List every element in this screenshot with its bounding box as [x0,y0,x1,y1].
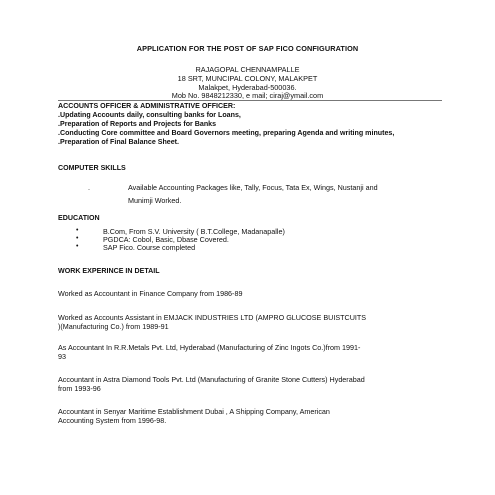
education-item: PGDCA: Cobol, Basic, Dbase Covered. [103,235,229,244]
objective-line: .Preparation of Reports and Projects for Banks [58,120,217,128]
experience-line: Worked as Accounts Assistant in EMJACK INDUSTRIES LTD (AMPRO GLUCOSE BUISTCUITS [58,313,367,322]
experience-line: Accountant in Astra Diamond Tools Pvt. Ltd (Manufacturing of Granite Stone Cutters) Hyderabad [58,375,365,384]
applicant-name: RAJAGOPAL CHENNAMPALLE [195,65,300,74]
education-heading: EDUCATION [58,214,100,222]
objective-line: .Preparation of Final Balance Sheet. [58,138,180,146]
experience-line: Accountant in Senyar Maritime Establishment Dubai , A Shipping Company, American [58,407,330,416]
bullet-icon: • [76,243,79,250]
objective-line: .Conducting Core committee and Board Governors meeting, preparing Agenda and writing minutes, [58,129,395,137]
education-item: SAP Fico. Course completed [103,243,196,252]
experience-line: )(Manufacturing Co.) from 1989-91 [58,322,169,331]
bullet-icon: • [76,235,79,242]
header-divider [58,100,442,101]
education-item: B.Com, From S.V. University ( B.T.College, Madanapalle) [103,227,285,236]
experience-line: As Accountant In R.R.Metals Pvt. Ltd, Hyderabad (Manufacturing of Zinc Ingots Co.)from 1991- [58,343,361,352]
bullet-icon: • [76,227,79,234]
skills-line-2: Munimji Worked. [128,196,182,205]
skills-line-1: Available Accounting Packages like, Tally, Focus, Tata Ex, Wings, Nustanji and [128,183,378,192]
experience-line: Accounting System from 1996-98. [58,416,167,425]
objective-heading: ACCOUNTS OFFICER & ADMINISTRATIVE OFFICER: [58,102,236,110]
address-line-1: 18 SRT, MUNCIPAL COLONY, MALAKPET [177,74,318,83]
computer-skills-heading: COMPUTER SKILLS [58,164,126,172]
experience-heading: WORK EXPERINCE IN DETAIL [58,267,160,275]
experience-line: 93 [58,352,66,361]
address-line-2: Malakpet, Hyderabad-500036. [198,83,297,92]
contact-line: Mob No. 9848212330, e mail; ciraj@ymail.com [171,91,324,100]
experience-line: from 1993-96 [58,384,101,393]
experience-line: Worked as Accountant in Finance Company from 1986-89 [58,289,243,298]
objective-line: .Updating Accounts daily, consulting banks for Loans, [58,111,241,119]
document-title: APPLICATION FOR THE POST OF SAP FICO CONFIGURATION [136,44,359,53]
skills-marker: . [88,183,90,192]
